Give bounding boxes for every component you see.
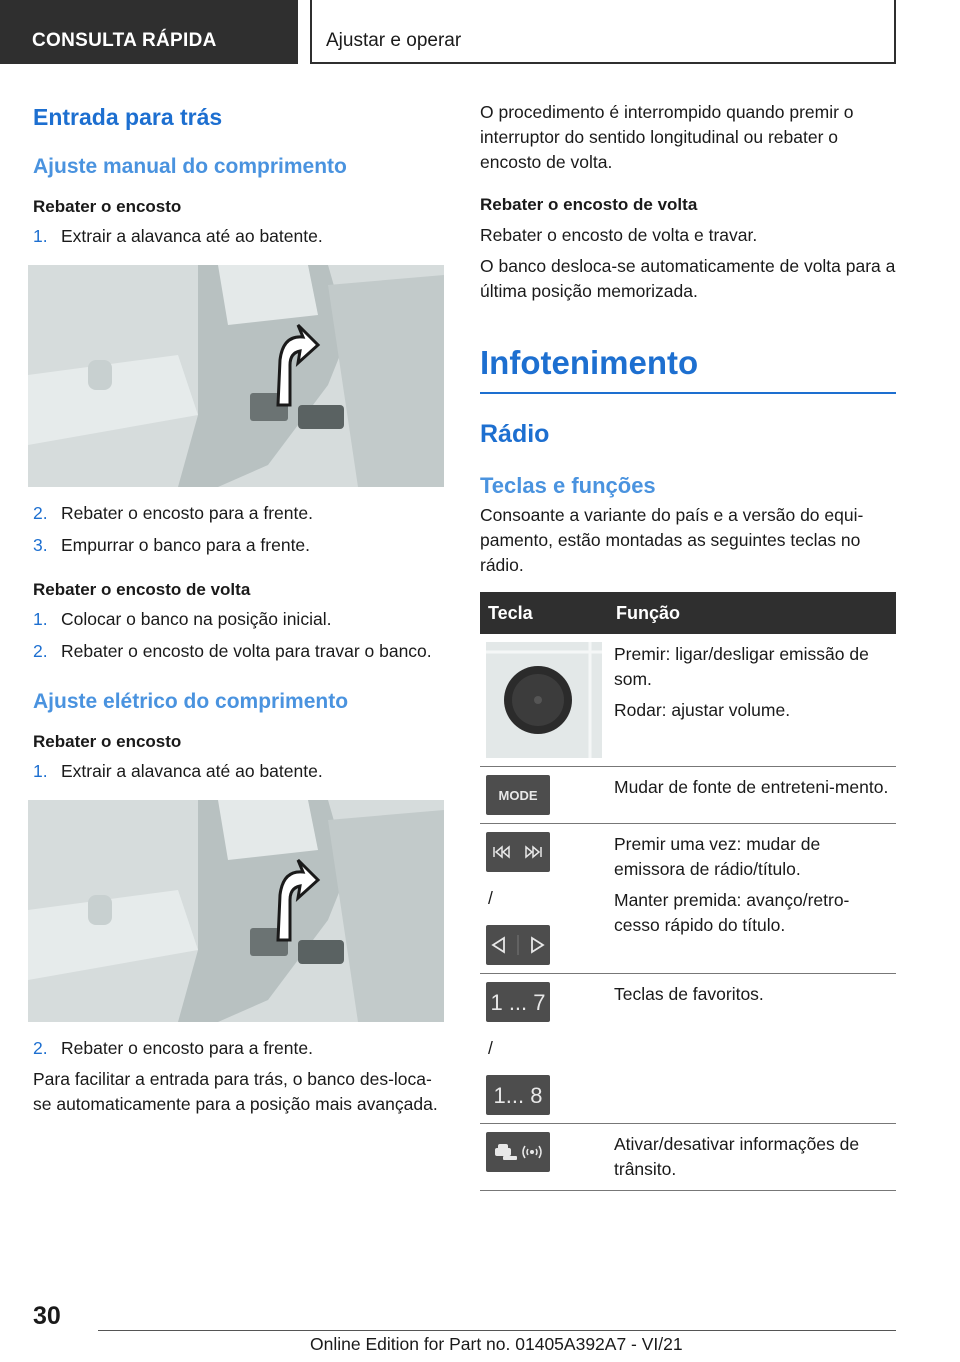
favorites-8-label: 1... 8	[493, 1082, 543, 1108]
list-item	[33, 759, 445, 784]
func-cell	[608, 974, 896, 1124]
table-row	[480, 1124, 896, 1191]
mode-button-icon	[486, 775, 550, 815]
seat-lever-illustration	[28, 265, 444, 487]
func-text: Rodar: ajustar volume.	[614, 700, 791, 720]
key-cell	[480, 767, 608, 824]
back-heading: Rebater o encosto de volta	[480, 195, 698, 214]
interrupt-note: O procedimento é interrompido quando premir o interruptor do sentido longitudinal ou rebater o encosto de volta.	[480, 102, 854, 172]
back-text-1: Rebater o encosto de volta e travar.	[480, 225, 758, 245]
knob-graphic	[486, 642, 602, 758]
section-label: CONSULTA RÁPIDA	[32, 30, 217, 51]
traffic-graphic	[493, 1142, 543, 1162]
func-cell	[608, 634, 896, 767]
table-row	[480, 824, 896, 974]
table-row	[480, 634, 896, 767]
right-column	[480, 100, 896, 1191]
list-item	[33, 224, 445, 249]
seat-illustration-graphic	[28, 265, 444, 487]
list-item	[33, 639, 445, 664]
step-text: Empurrar o banco para a frente.	[61, 535, 311, 555]
func-text: Ativar/desativar informações de trânsito.	[614, 1134, 860, 1179]
key-separator: /	[488, 888, 493, 908]
col-key-header: Tecla	[480, 592, 608, 634]
left-column	[33, 100, 445, 1117]
chapter-tab	[310, 0, 896, 64]
page-number: 30	[33, 1302, 61, 1330]
arrow-graphic	[488, 935, 548, 955]
step-text: Rebater o encosto para a frente.	[61, 1038, 313, 1058]
footer-divider	[98, 1330, 896, 1331]
favorites-7-label: 1 ... 7	[490, 989, 546, 1015]
step-text: Rebater o encosto para a frente.	[61, 503, 313, 523]
list-item	[33, 533, 445, 558]
volume-knob-icon	[486, 642, 602, 758]
manual-heading: Ajuste manual do comprimento	[33, 155, 347, 178]
col-func-header: Função	[608, 592, 896, 634]
key-cell	[480, 824, 608, 974]
step-number: 2.	[33, 1038, 48, 1058]
arrow-buttons-icon	[486, 925, 550, 965]
radio-title: Rádio	[480, 420, 550, 448]
func-text: Premir uma vez: mudar de emissora de rádio/título.	[614, 834, 821, 879]
traffic-info-icon	[486, 1132, 550, 1172]
table-header-row	[480, 592, 896, 634]
step-number: 2.	[33, 641, 48, 661]
func-cell	[608, 1124, 896, 1191]
favorites-7-icon	[486, 982, 550, 1022]
keys-intro: Consoante a variante do país e a versão do equi-pamento, estão montadas as seguintes teclas no rádio.	[480, 505, 864, 575]
step-number: 1.	[33, 609, 48, 629]
mode-label: MODE	[498, 787, 538, 803]
edition-note: Online Edition for Part no. 01405A392A7 - VI/21	[310, 1334, 683, 1354]
electric-note: Para facilitar a entrada para trás, o banco des-loca-se automaticamente para a posição mais avançada.	[33, 1069, 438, 1114]
chapter-label: Ajustar e operar	[326, 30, 462, 51]
key-cell	[480, 974, 608, 1124]
func-text: Manter premida: avanço/retro-cesso rápido do título.	[614, 890, 850, 935]
electric-fold-heading: Rebater o encosto	[33, 732, 182, 751]
list-item	[33, 1036, 445, 1061]
key-separator: /	[488, 1038, 493, 1058]
step-number: 1.	[33, 226, 48, 246]
manual-back-heading: Rebater o encosto de volta	[33, 580, 251, 599]
step-text: Rebater o encosto de volta para travar o banco.	[61, 641, 432, 661]
section-tab	[0, 0, 298, 64]
func-text: Teclas de favoritos.	[614, 984, 764, 1004]
keys-table	[480, 592, 896, 1191]
seat-lever-illustration-2	[28, 800, 444, 1022]
table-row	[480, 767, 896, 824]
page-title: Entrada para trás	[33, 104, 223, 130]
infotainment-title: Infotenimento	[480, 344, 896, 394]
func-cell	[608, 824, 896, 974]
key-cell	[480, 1124, 608, 1191]
step-text: Extrair a alavanca até ao batente.	[61, 226, 323, 246]
step-number: 1.	[33, 761, 48, 781]
keys-title: Teclas e funções	[480, 473, 656, 498]
favorites-8-icon	[486, 1075, 550, 1115]
table-row	[480, 974, 896, 1124]
step-text: Extrair a alavanca até ao batente.	[61, 761, 323, 781]
func-text: Premir: ligar/desligar emissão de som.	[614, 644, 869, 689]
list-item	[33, 607, 445, 632]
seat-illustration-graphic-2	[28, 800, 444, 1022]
back-text-2: O banco desloca-se automaticamente de volta para a última posição memorizada.	[480, 256, 896, 301]
key-cell	[480, 634, 608, 767]
electric-heading: Ajuste elétrico do comprimento	[33, 690, 349, 713]
func-text: Mudar de fonte de entreteni-mento.	[614, 777, 889, 797]
skip-buttons-icon	[486, 832, 550, 872]
step-text: Colocar o banco na posição inicial.	[61, 609, 332, 629]
manual-fold-heading: Rebater o encosto	[33, 197, 182, 216]
skip-arrows-graphic	[492, 845, 544, 859]
step-number: 3.	[33, 535, 48, 555]
list-item	[33, 501, 445, 526]
step-number: 2.	[33, 503, 48, 523]
func-cell	[608, 767, 896, 824]
